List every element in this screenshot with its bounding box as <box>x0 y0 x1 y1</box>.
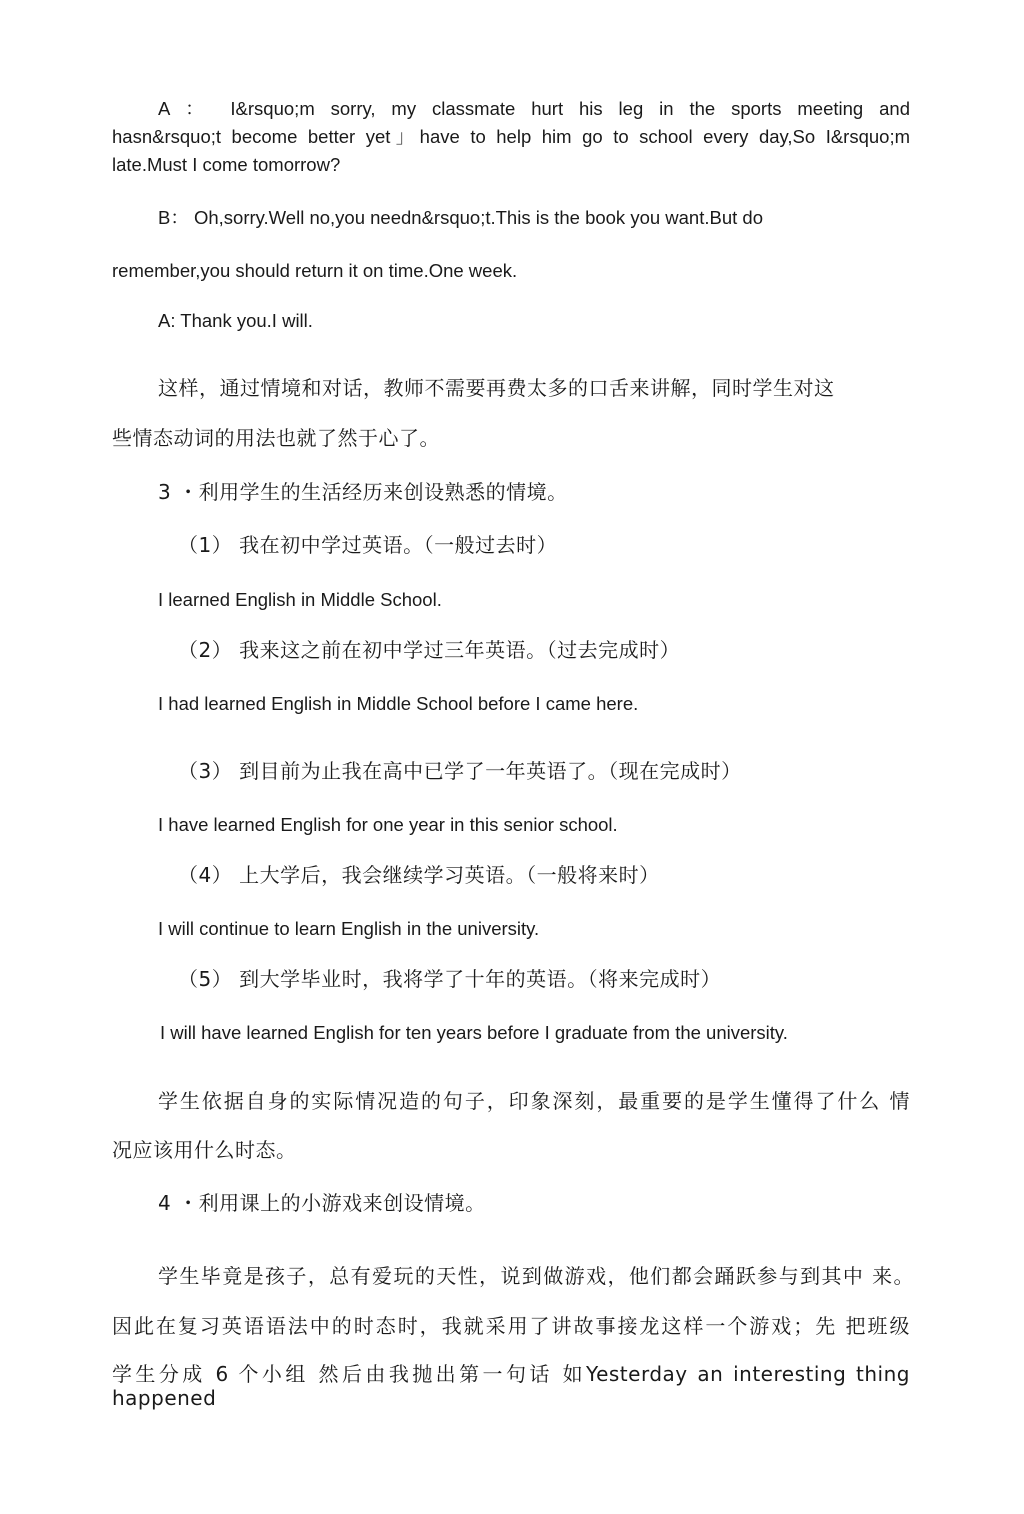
list-item-2-en: I had learned English in Middle School before I came here. <box>158 693 639 714</box>
list-item-3-zh: （3） 到目前为止我在高中已学了一年英语了。（现在完成时） <box>178 759 742 783</box>
paragraph-1-line1: 这样，通过情境和对话，教师不需要再费太多的口舌来讲解，同时学生对这 <box>158 376 835 400</box>
list-item-5-zh: （5） 到大学毕业时，我将学了十年的英语。（将来完成时） <box>178 967 722 991</box>
section-3-heading: 3 ・利用学生的生活经历来创设熟悉的情境。 <box>158 480 568 504</box>
dialogue-a2: A: Thank you.I will. <box>158 310 313 331</box>
list-item-2-zh: （2） 我来这之前在初中学过三年英语。（过去完成时） <box>178 638 681 662</box>
dialogue-b1-line2: remember,you should return it on time.One week. <box>112 260 518 281</box>
paragraph-2-line2: 况应该用什么时态。 <box>112 1138 297 1162</box>
paragraph-3-line3: 学生分成 6 个小组 然后由我抛出第一句话 如Yesterday an interesting thing happened <box>112 1362 910 1410</box>
paragraph-2-line1: 学生依据自身的实际情况造的句子，印象深刻，最重要的是学生懂得了什么 情 <box>158 1089 910 1113</box>
dialogue-a1-line1: A ： I&rsquo;m sorry, my classmate hurt his leg in the sports meeting and <box>158 98 910 119</box>
dialogue-a1-line2: hasn&rsquo;t become better yet」have to help him go to school every day,So I&rsquo;m <box>112 126 910 147</box>
section-4-heading: 4 ・利用课上的小游戏来创设情境。 <box>158 1191 486 1215</box>
list-item-4-en: I will continue to learn English in the university. <box>158 918 540 939</box>
dialogue-b1-line1: B： Oh,sorry.Well no,you needn&rsquo;t.This is the book you want.But do <box>158 207 763 228</box>
dialogue-a1-line3: late.Must I come tomorrow? <box>112 154 341 175</box>
list-item-1-zh: （1） 我在初中学过英语。（一般过去时） <box>178 533 558 557</box>
list-item-1-en: I learned English in Middle School. <box>158 589 442 610</box>
list-item-4-zh: （4） 上大学后，我会继续学习英语。（一般将来时） <box>178 863 660 887</box>
paragraph-3-line2: 因此在复习英语语法中的时态时，我就采用了讲故事接龙这样一个游戏；先 把班级 <box>112 1314 910 1338</box>
paragraph-3-line1: 学生毕竟是孩子，总有爱玩的天性，说到做游戏，他们都会踊跃参与到其中 来。 <box>158 1264 914 1288</box>
paragraph-1-line2: 些情态动词的用法也就了然于心了。 <box>112 426 440 450</box>
list-item-5-en: I will have learned English for ten years before I graduate from the university. <box>160 1022 788 1043</box>
list-item-3-en: I have learned English for one year in this senior school. <box>158 814 618 835</box>
